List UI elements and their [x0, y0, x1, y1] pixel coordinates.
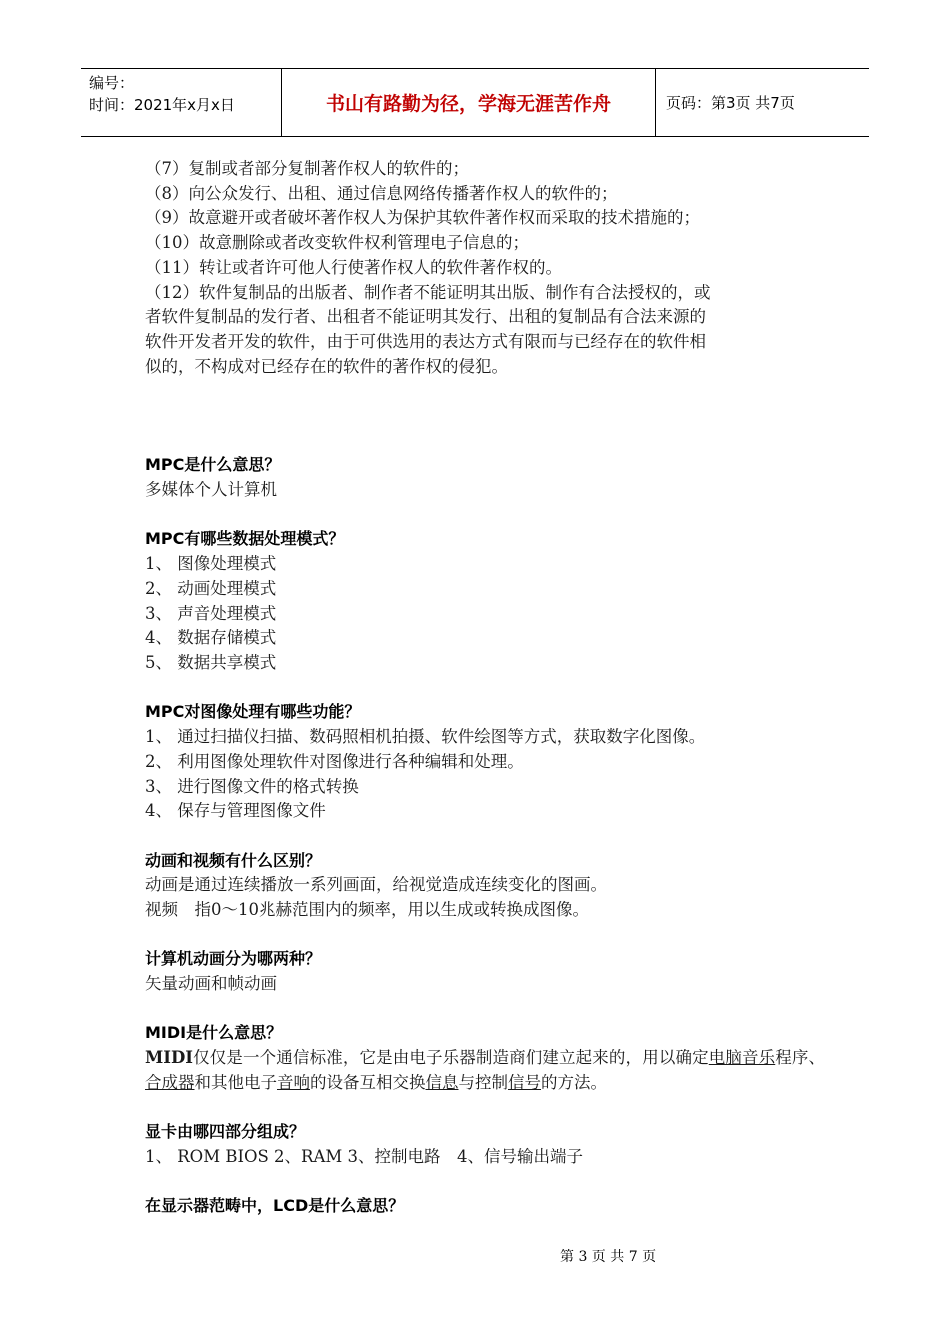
link-information[interactable]: 信息 [425, 1072, 459, 1092]
answer-text: 1、 ROM BIOS 2、RAM 3、控制电路 4、信号输出端子 [145, 1146, 584, 1166]
link-synthesizer[interactable]: 合成器 [145, 1072, 195, 1092]
header-meta [81, 69, 282, 136]
answer-text: 动画是通过连续播放一系列画面，给视觉造成连续变化的图画。 [145, 875, 607, 895]
link-computer-music[interactable]: 电脑音乐 [708, 1048, 776, 1068]
list-item: （9）故意避开或者破坏著作权人为保护其软件著作权而采取的技术措施的； [145, 208, 700, 228]
list-item: （7）复制或者部分复制著作权人的软件的； [145, 159, 469, 178]
list-item: 2、 动画处理模式 [145, 578, 277, 598]
question-heading: MPC是什么意思？ [145, 455, 281, 475]
serial-label: 编号： [89, 74, 135, 92]
question-heading: MPC有哪些数据处理模式？ [145, 529, 345, 549]
list-item: （8）向公众发行、出租、通过信息网络传播著作权人的软件的； [145, 183, 618, 203]
midi-term: MIDI [145, 1048, 194, 1068]
question-heading: 在显示器范畴中，LCD是什么意思？ [145, 1196, 405, 1216]
answer-text: 矢量动画和帧动画 [145, 974, 277, 994]
answer-text: 多媒体个人计算机 [145, 480, 277, 500]
list-item-continued: 似的，不构成对已经存在的软件的著作权的侵犯。 [145, 356, 508, 376]
link-audio[interactable]: 音响 [277, 1072, 310, 1092]
answer-text: 视频 指0～10兆赫范围内的频率，用以生成或转换成图像。 [145, 900, 589, 919]
list-item-continued: 软件开发者开发的软件，由于可供选用的表达方式有限而与已经存在的软件相 [145, 331, 706, 351]
header-motto: 书山有路勤为径，学海无涯苦作舟 [282, 69, 656, 136]
list-item: 4、 保存与管理图像文件 [145, 801, 326, 821]
date-label: 时间：2021年x月x日 [89, 96, 235, 114]
list-item-continued: 者软件复制品的发行者、出租者不能证明其发行、出租的复制品有合法来源的 [145, 307, 706, 327]
list-item: （10）故意删除或者改变软件权利管理电子信息的； [145, 233, 529, 253]
list-item: （11）转让或者许可他人行使著作权人的软件著作权的。 [145, 257, 562, 277]
midi-paragraph: MIDI仅仅是一个通信标准，它是由电子乐器制造商们建立起来的，用以确定电脑音乐程序、合成器和其他电子音响的设备互相交换信息与控制信号的方法。 [145, 1048, 826, 1092]
question-heading: MIDI是什么意思？ [145, 1023, 283, 1043]
question-heading: 显卡由哪四部分组成？ [145, 1122, 306, 1142]
list-item: 1、 通过扫描仪扫描、数码照相机拍摄、软件绘图等方式，获取数字化图像。 [145, 727, 706, 747]
link-signal[interactable]: 信号 [508, 1072, 541, 1092]
list-item: 5、 数据共享模式 [145, 653, 277, 672]
list-item: 2、 利用图像处理软件对图像进行各种编辑和处理。 [145, 751, 524, 771]
header-page-label: 页码：第3页 共7页 [666, 94, 795, 112]
list-item: 3、 声音处理模式 [145, 603, 277, 623]
list-item: 1、 图像处理模式 [145, 554, 277, 574]
question-heading: 计算机动画分为哪两种？ [145, 949, 322, 969]
question-heading: MPC对图像处理有哪些功能？ [145, 702, 361, 722]
list-item: （12）软件复制品的出版者、制作者不能证明其出版、制作有合法授权的，或 [145, 282, 711, 302]
document-body [145, 157, 825, 1219]
page-footer: 第 3 页 共 7 页 [560, 1249, 657, 1265]
list-item: 4、 数据存储模式 [145, 628, 277, 648]
question-heading: 动画和视频有什么区别？ [145, 850, 322, 870]
page-header [81, 68, 869, 137]
list-item: 3、 进行图像文件的格式转换 [145, 776, 359, 796]
